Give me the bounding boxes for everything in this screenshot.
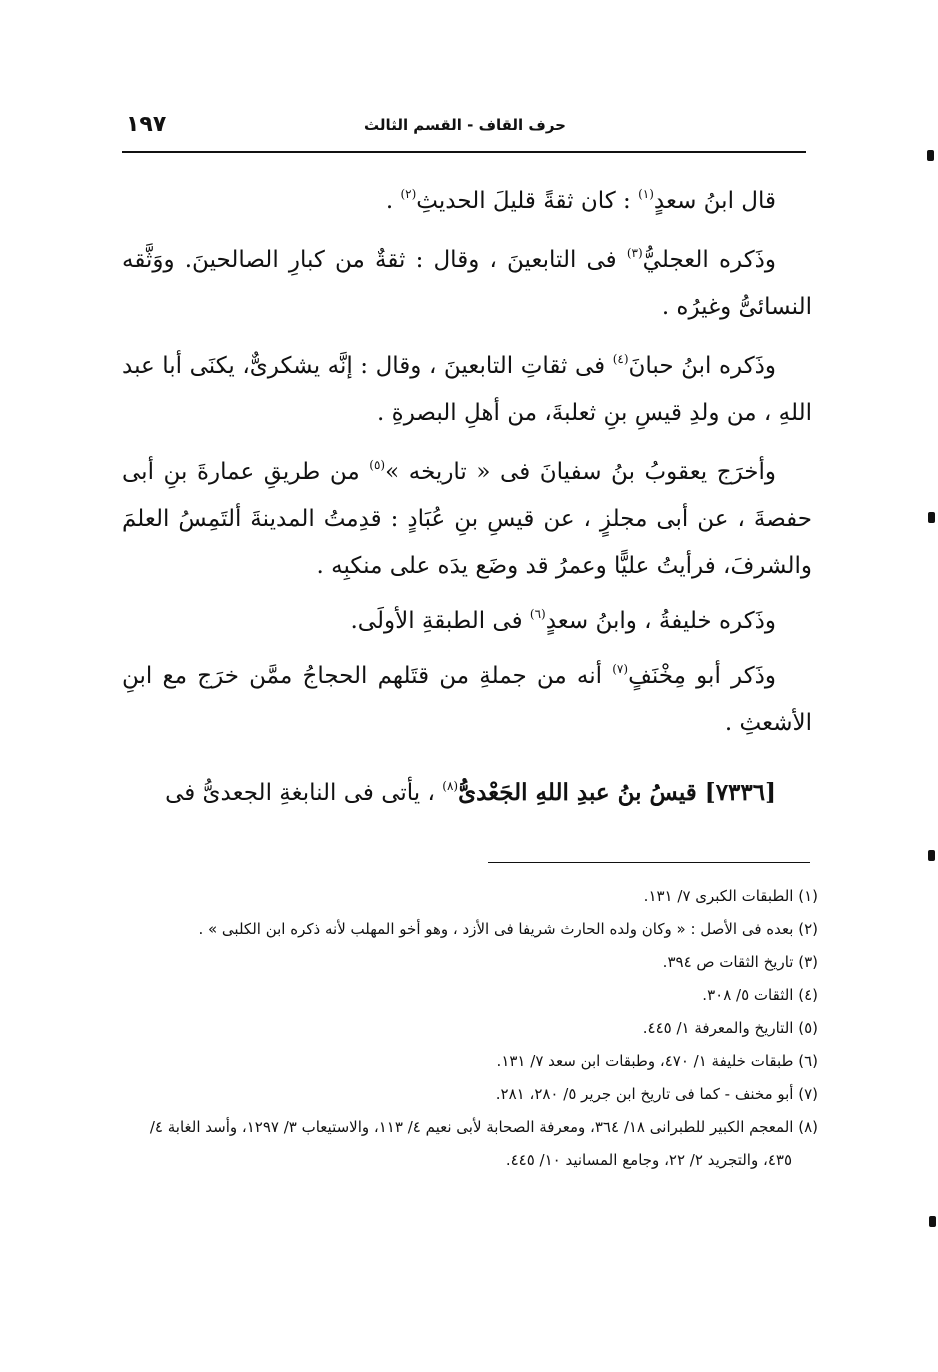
text-run: : كان ثقةً قليلَ الحديثِ <box>416 188 631 214</box>
text-run: قال ابنُ سعدٍ <box>653 188 776 214</box>
footnote-ref: (٣) <box>626 246 643 260</box>
footnote-6: (٦) طبقات خليفة ١/ ٤٧٠، وطبقات ابن سعد ٧/ ١٣١. <box>496 1052 818 1070</box>
footnote-ref: (٦) <box>529 607 546 621</box>
entry-heading: [٧٣٣٦] قيسُ بنُ عبدِ اللهِ الجَعْدىُّ <box>458 779 776 806</box>
entry-7336 <box>122 769 812 817</box>
text-run: فى التابعينَ ، وقال : ثقةٌ من كبارِ الصالحينَ. ووَثَّقه النسائىُّ وغيرُه . <box>122 247 812 320</box>
footnote-ref: (٥) <box>369 458 386 472</box>
text-run: . <box>385 188 394 214</box>
running-title: حرف القاف - القسم الثالث <box>364 116 566 134</box>
footnote-4: (٤) الثقات ٥/ ٣٠٨. <box>702 986 818 1004</box>
footnote-2: (٢) بعده فى الأصل : « وكان ولده الحارث شريفا فى الأزد ، وهو أخو المهلب لأنه ذكره ابن الكلبى » . <box>198 920 818 938</box>
text-run: وأخرَج يعقوبُ بنُ سفيانَ فى « تاريخه » <box>385 459 777 485</box>
footnote-ref: (١) <box>638 187 654 201</box>
footnote-5: (٥) التاريخ والمعرفة ١/ ٤٤٥. <box>642 1019 818 1037</box>
scan-edge-mark <box>927 150 934 161</box>
footnotes <box>128 880 818 1177</box>
paragraph-3 <box>122 343 812 437</box>
paragraph-2 <box>122 237 812 331</box>
footnote-8: (٨) المعجم الكبير للطبرانى ١٨/ ٣٦٤، ومعرفة الصحابة لأبى نعيم ٤/ ١١٣، والاستيعاب ٣/ ١٢٩٧، وأسد الغابة ٤/ ٤٣٥، والتجريد ٢/ ٢٢، وجامع المسانيد ١٠/ ٤٤٥. <box>149 1118 818 1169</box>
paragraph-5 <box>122 598 812 645</box>
footnote-rule <box>488 862 810 863</box>
footnote-1: (١) الطبقات الكبرى ٧/ ١٣١. <box>643 887 818 905</box>
footnote-ref: (٢) <box>400 187 417 201</box>
scan-edge-mark <box>928 512 935 523</box>
text-run: فى الطبقةِ الأولَى. <box>350 608 523 634</box>
paragraph-4 <box>122 449 812 590</box>
text-run: من طريقِ عمارةَ بنِ أبى حفصةَ ، عن أبى مجلزٍ ، عن قيسِ بنِ عُبَادٍ : قدِمتُ المدينةَ ألتَمِسُ العلمَ والشرفَ، فرأيتُ عليًّا وعمرُ قد وضَع يدَه على منكبِه . <box>122 459 812 579</box>
text-run: وذَكره ابنُ حبانَ <box>628 353 776 379</box>
paragraph-1 <box>122 178 812 225</box>
footnote-ref: (٨) <box>442 779 459 793</box>
paragraph-6 <box>122 653 812 747</box>
footnote-ref: (٤) <box>612 352 629 366</box>
page-number: ١٩٧ <box>126 112 167 137</box>
text-run: فى ثقاتِ التابعينَ ، وقال : إنَّه يشكرىٌّ، يكنَى أبا عبد اللهِ ، من ولدِ قيسِ بنِ ثعلبةَ، من أهلِ البصرةِ . <box>122 353 812 426</box>
text-run: وذَكره خليفةُ ، وابنُ سعدٍ <box>545 608 776 634</box>
header-rule <box>122 151 806 153</box>
footnote-ref: (٧) <box>612 662 629 676</box>
text-run: وذَكره العجليُّ <box>642 247 776 273</box>
text-run: وذَكر أبو مِخْنَفٍ <box>628 663 777 689</box>
scan-edge-mark <box>928 850 935 861</box>
running-header <box>122 112 806 148</box>
main-text <box>122 178 812 829</box>
footnote-3: (٣) تاريخ الثقات ص ٣٩٤. <box>662 953 818 971</box>
text-run: ، يأتى فى النابغةِ الجعدىُّ فى <box>165 780 435 806</box>
text-run: أنه من جملةِ من قتَلهم الحجاجُ ممَّن خرَج مع ابنِ الأشعثِ . <box>122 663 812 736</box>
scan-edge-mark <box>929 1216 936 1227</box>
footnote-7: (٧) أبو مخنف - كما فى تاريخ ابن جرير ٥/ ٢٨٠، ٢٨١. <box>495 1085 818 1103</box>
